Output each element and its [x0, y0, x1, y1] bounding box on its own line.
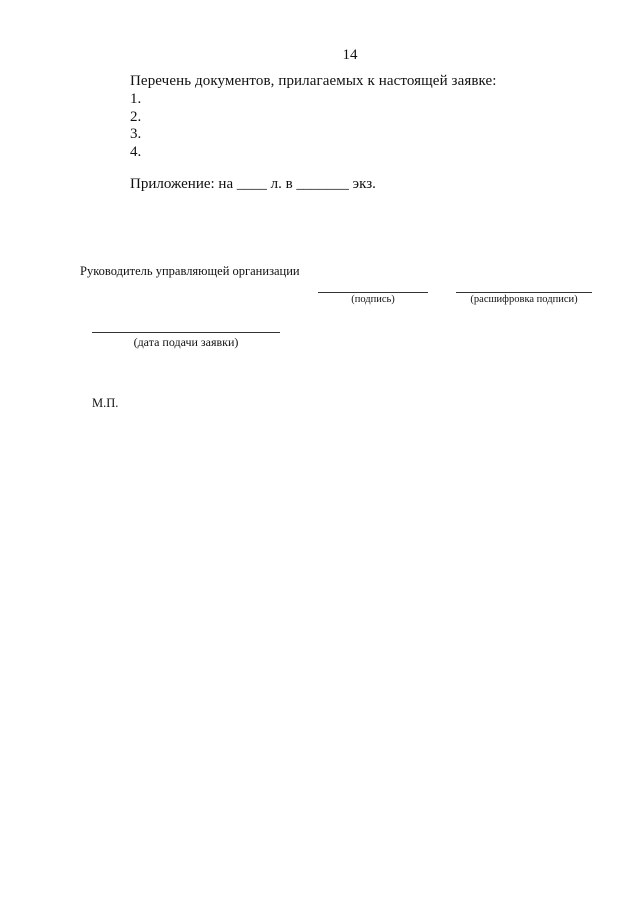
signature-decode-line: [456, 292, 592, 293]
signature-line: [318, 292, 428, 293]
signature-caption: (подпись): [351, 294, 395, 305]
list-item: 4.: [130, 143, 142, 160]
attachment-line: Приложение: на ____ л. в _______ экз.: [130, 176, 376, 192]
page-number: 14: [342, 47, 358, 63]
submission-date-caption: (дата подачи заявки): [133, 335, 239, 349]
list-item: 2.: [130, 108, 142, 125]
documents-list: [130, 91, 141, 161]
list-item: 3.: [130, 126, 142, 142]
list-item: 1.: [130, 91, 142, 107]
documents-list-heading: Перечень документов, прилагаемых к настоящей заявке:: [130, 73, 497, 89]
signature-decode-caption: (расшифровка подписи): [470, 294, 578, 305]
submission-date-line: [92, 332, 280, 333]
stamp-placeholder: М.П.: [92, 396, 119, 410]
director-label: Руководитель управляющей организации: [80, 264, 300, 278]
